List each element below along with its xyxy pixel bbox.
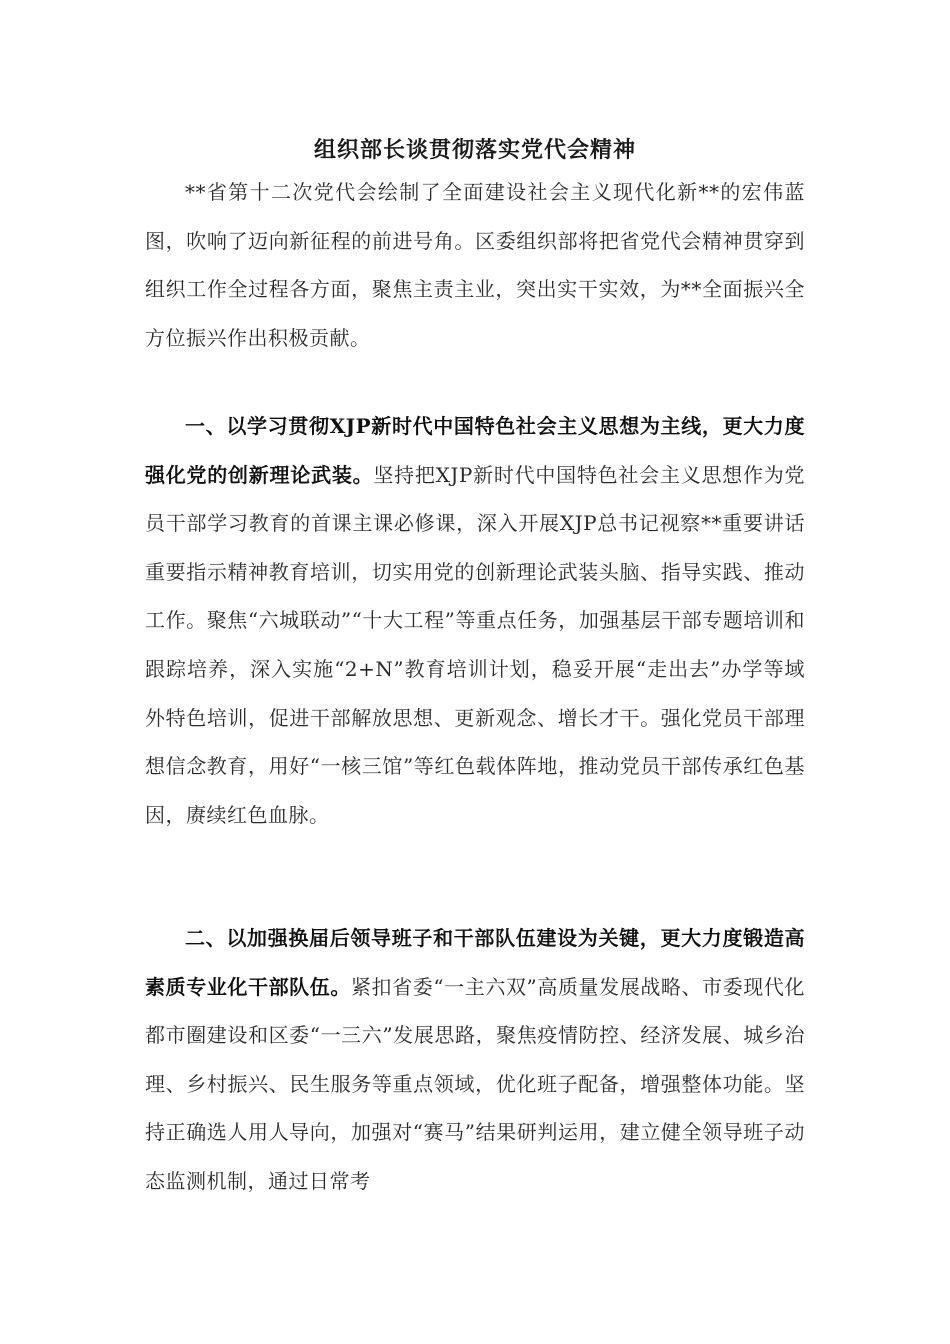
section-1-heading: 一、以学习贯彻XJP新时代中国特色社会主义思想为主线，更大力度强化党的创新理论武装。 [145,414,805,487]
section-2-body: 紧扣省委“一主六双”高质量发展战略、市委现代化都市圈建设和区委“一三六”发展思路，聚焦疫情防控、经济发展、城乡治理、乡村振兴、民生服务等重点领域，优化班子配备，增强整体功能。坚持正确选人用人导向，加强对“赛马”结果研判运用，建立健全领导班子动态监测机制，通过日常考 [145,974,805,1193]
document-title: 组织部长谈贯彻落实党代会精神 [313,137,636,163]
paragraph-intro [145,168,805,362]
paragraph-section-1 [145,402,805,839]
section-1-body: 坚持把XJP新时代中国特色社会主义思想作为党员干部学习教育的首课主课必修课，深入开展XJP总书记视察**重要讲话重要指示精神教育培训，切实用党的创新理论武装头脑、指导实践、推动工作。聚焦“六城联动”“十大工程”等重点任务，加强基层干部专题培训和跟踪培养，深入实施“2+N”教育培训计划，稳妥开展“走出去”办学等域外特色培训，促进干部解放思想、更新观念、增长才干。强化党员干部理想信念教育，用好“一核三馆”等红色载体阵地，推动党员干部传承红色基因，赓续红色血脉。 [145,462,806,827]
paragraph-section-2 [145,914,805,1206]
section-2-heading: 二、以加强换届后领导班子和干部队伍建设为关键，更大力度锻造高素质专业化干部队伍。 [145,926,805,999]
paragraph-intro-body: **省第十二次党代会绘制了全面建设社会主义现代化新**的宏伟蓝图，吹响了迈向新征程的前进号角。区委组织部将把省党代会精神贯穿到组织工作全过程各方面，聚焦主责主业，突出实干实效，为**全面振兴全方位振兴作出积极贡献。 [145,180,805,350]
